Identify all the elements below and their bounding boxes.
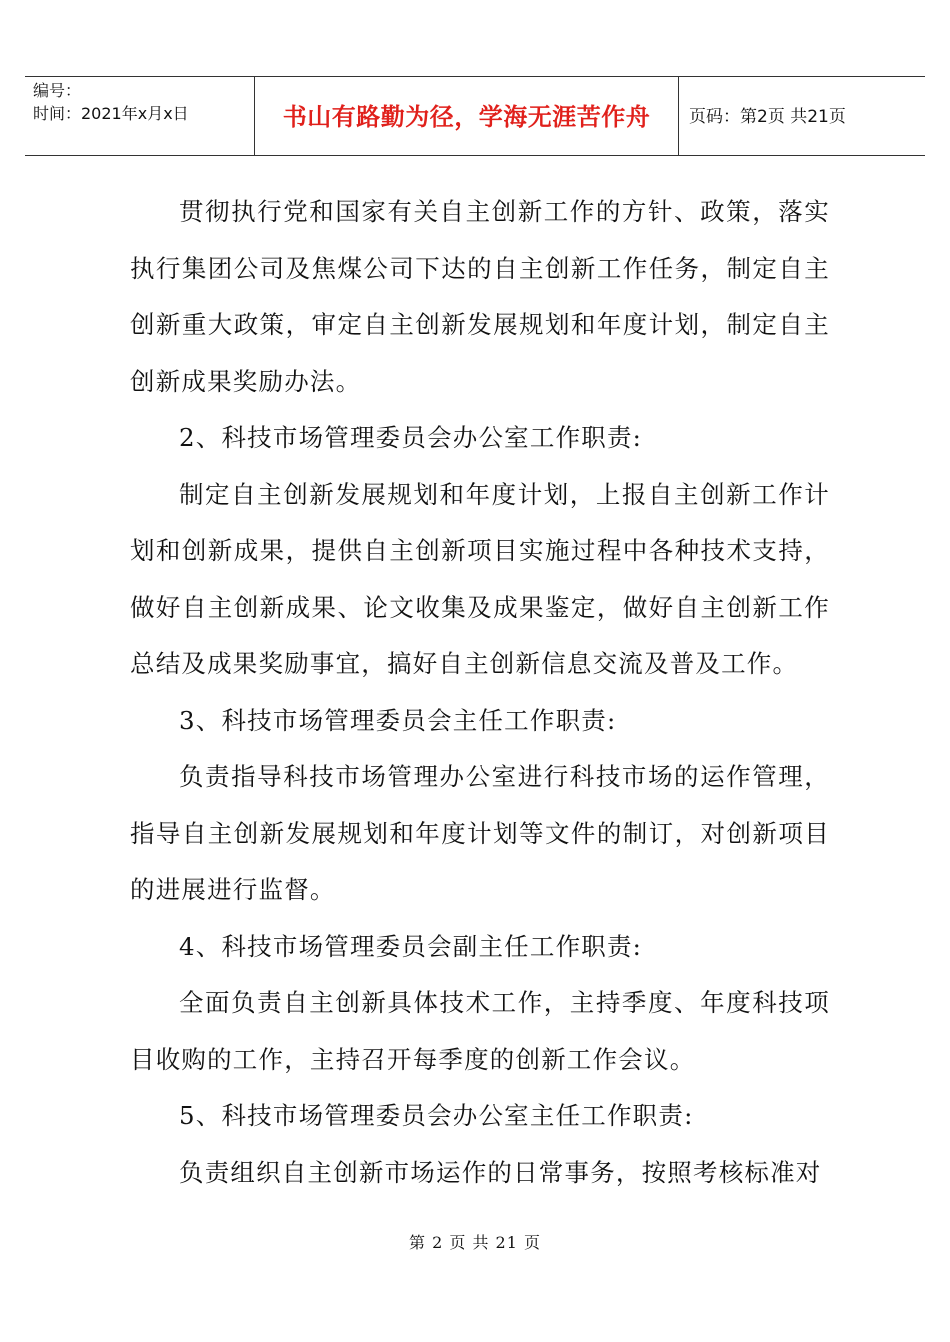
section-heading: 5、科技市场管理委员会办公室主任工作职责: <box>179 1101 694 1130</box>
page-footer-number: 第 2 页 共 21 页 <box>409 1233 541 1252</box>
body-paragraph: 贯彻执行党和国家有关自主创新工作的方针、政策，落实执行集团公司及焦煤公司下达的自主创新工作任务，制定自主创新重大政策，审定自主创新发展规划和年度计划，制定自主创新成果奖励办法。 <box>130 197 830 396</box>
header-divider <box>678 77 679 155</box>
document-number-label: 编号： <box>33 81 82 100</box>
section-heading: 3、科技市场管理委员会主任工作职责: <box>179 705 617 735</box>
header-page-info: 页码：第2页 共21页 <box>689 106 846 127</box>
page-header <box>25 76 925 156</box>
section-heading: 2、科技市场管理委员会办公室工作职责: <box>179 423 643 452</box>
body-paragraph: 全面负责自主创新具体技术工作，主持季度、年度科技项目收购的工作，主持召开每季度的创新工作会议。 <box>130 988 830 1074</box>
document-time-label: 时间：2021年x月x日 <box>33 104 189 123</box>
body-paragraph: 负责组织自主创新市场运作的日常事务，按照考核标准对 <box>179 1157 822 1187</box>
document-body <box>130 184 830 1201</box>
header-meta <box>25 77 253 155</box>
header-slogan: 书山有路勤为径，学海无涯苦作舟 <box>282 102 651 131</box>
section-heading: 4、科技市场管理委员会副主任工作职责: <box>179 931 643 961</box>
body-paragraph: 制定自主创新发展规划和年度计划，上报自主创新工作计划和创新成果，提供自主创新项目实施过程中各种技术支持，做好自主创新成果、论文收集及成果鉴定，做好自主创新工作总结及成果奖励事宜，搞好自主创新信息交流及普及工作。 <box>130 479 830 678</box>
body-paragraph: 负责指导科技市场管理办公室进行科技市场的运作管理，指导自主创新发展规划和年度计划等文件的制订，对创新项目的进展进行监督。 <box>130 762 830 904</box>
